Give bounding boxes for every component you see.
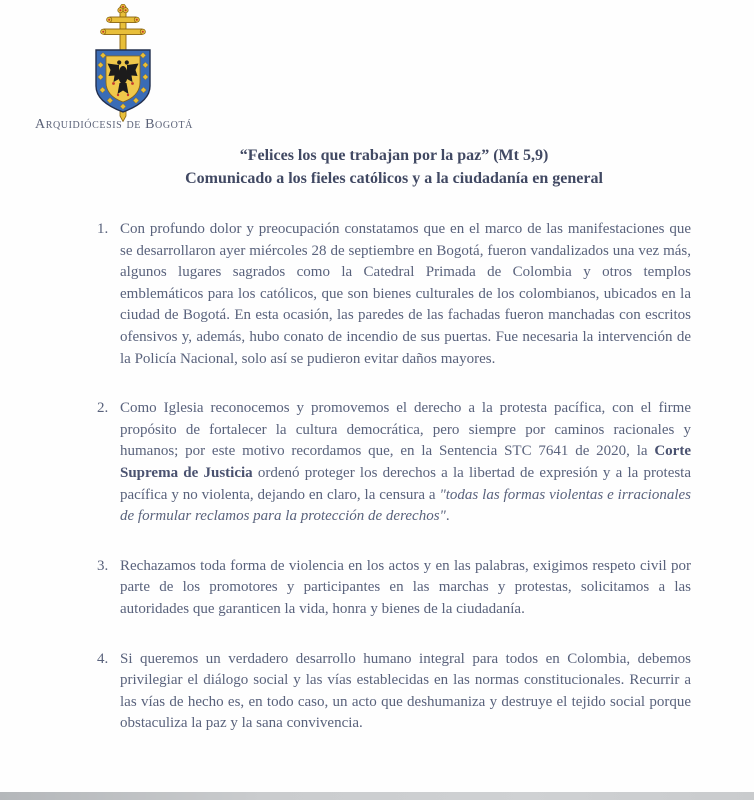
paragraph-text: Rechazamos toda forma de violencia en los actos y en las palabras, exigimos respeto civil por parte de los promotores y participantes en las marchas y protestas, solicitamos a las autoridades que garanticen la vida, honra y bienes de la ciudadanía. — [120, 557, 691, 617]
scan-edge-band — [0, 792, 754, 800]
list-item — [97, 219, 691, 370]
title-block — [97, 147, 691, 188]
archdiocese-coat-of-arms-icon — [84, 4, 162, 122]
list-item — [97, 556, 691, 621]
org-name: Arquidiócesis de Bogotá — [34, 117, 194, 132]
paragraph-list — [97, 219, 691, 735]
paragraph-number: 2. — [97, 400, 109, 417]
paragraph-number: 1. — [97, 221, 109, 237]
list-item — [97, 398, 691, 528]
document-title: “Felices los que trabajan por la paz” (Mt 5,9) — [239, 147, 549, 164]
paragraph-text: Como Iglesia reconocemos y promovemos el derecho a la protesta pacífica, con el firme propósito de fortalecer la cultura democrática, pero siempre por caminos racionales y humanos; por este motivo recordamos que, en la Sentencia STC 7641 de 2020, la Corte Suprema de Justicia ordenó proteger los derechos a la libertad de expresión y a la protesta pacífica y no violenta, dejando en claro, la censura a "todas las formas violentas e irracionales de formular reclamos para la protección de derechos". — [120, 400, 692, 525]
document-subtitle: Comunicado a los fieles católicos y a la ciudadanía en general — [185, 170, 603, 187]
paragraph-number: 3. — [97, 557, 109, 574]
paragraph-text: Con profundo dolor y preocupación constatamos que en el marco de las manifestaciones que se desarrollaron ayer miércoles 28 de septiembre en Bogotá, fueron vandalizados una vez más, algunos lugares sagrados como la Catedral Primada de Colombia y otros templos emblemáticos para los católicos, que son bienes culturales de los colombianos, ubicados en la ciudad de Bogotá. En esta ocasión, las paredes de las fachadas fueron manchadas con escritos ofensivos y, además, hubo conato de incendio de sus puertas. Fue necesaria la intervención de la Policía Nacional, solo así se pudieron evitar daños mayores. — [120, 221, 691, 367]
list-item — [97, 649, 691, 735]
paragraph-text: Si queremos un verdadero desarrollo humano integral para todos en Colombia, debemos privilegiar el diálogo social y las vías establecidas en las normas constitucionales. Recurrir a las vías de hecho es, en todo caso, un acto que deshumaniza y destruye el tejido social porque obstaculiza la paz y la sana convivencia. — [120, 650, 691, 732]
paragraph-number: 4. — [97, 650, 109, 667]
